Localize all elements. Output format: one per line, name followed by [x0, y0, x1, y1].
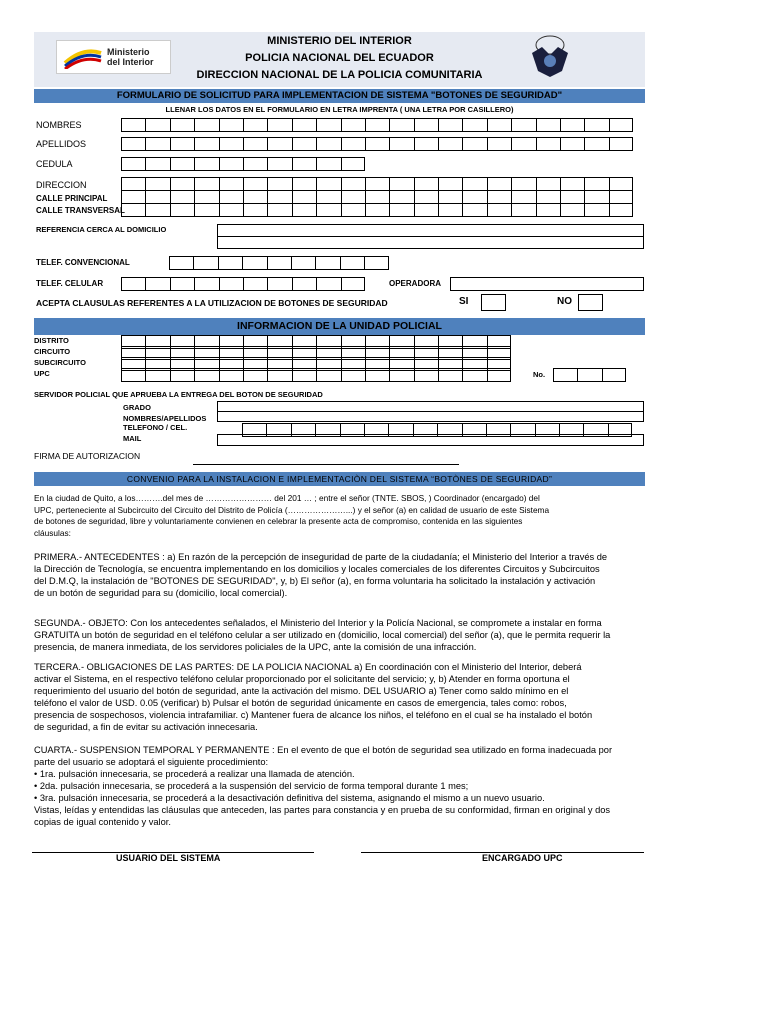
grid-cell[interactable] [267, 190, 291, 204]
calle-principal-label: CALLE PRINCIPAL [36, 194, 108, 203]
grid-cell[interactable] [267, 118, 291, 132]
grid-cell[interactable] [121, 203, 145, 217]
apellidos-label: APELLIDOS [36, 139, 87, 149]
servidor-title: SERVIDOR POLICIAL QUE APRUEBA LA ENTREGA DEL BOTON DE SEGURIDAD [34, 390, 323, 399]
primera-line: la Dirección de Tecnología, se encuentra implementando en los domicilios y locales comerciales de los diferentes Circuitos y Subcircuitos [34, 564, 600, 574]
mail-input[interactable] [217, 434, 644, 446]
grid-cell[interactable] [511, 190, 535, 204]
form-header [34, 32, 645, 87]
mail-label: MAIL [123, 434, 142, 443]
upc-label: UPC [34, 369, 50, 378]
direccion-label: DIRECCION [36, 180, 87, 190]
servidor-nombres-label: NOMBRES/APELLIDOS [123, 414, 207, 423]
grid-cell[interactable] [243, 137, 267, 151]
grid-cell[interactable] [341, 177, 365, 191]
circuito-label: CIRCUITO [34, 347, 71, 356]
grid-cell[interactable] [243, 157, 267, 171]
usuario-signature-label: USUARIO DEL SISTEMA [116, 853, 221, 863]
grid-cell[interactable] [577, 368, 601, 382]
grid-cell[interactable] [487, 203, 511, 217]
grid-cell[interactable] [584, 177, 608, 191]
firma-line [193, 464, 459, 465]
grid-cell[interactable] [169, 256, 193, 270]
grid-cell[interactable] [438, 177, 462, 191]
grid-cell[interactable] [364, 256, 388, 270]
cuarta-line: copias de igual contenido y valor. [34, 817, 171, 827]
distrito-label: DISTRITO [34, 336, 69, 345]
grid-cell[interactable] [194, 177, 218, 191]
segunda-line: SEGUNDA.- OBJETO: Con los antecedentes señalados, el Ministerio del Interior y la Policía Nacional, se compromete a instalar en forma [34, 618, 602, 628]
grid-cell[interactable] [194, 368, 218, 382]
grid-cell[interactable] [145, 203, 169, 217]
grid-cell[interactable] [170, 277, 194, 291]
unit-section-title: INFORMACION DE LA UNIDAD POLICIAL [34, 318, 645, 335]
grid-cell[interactable] [584, 137, 608, 151]
cedula-label: CEDULA [36, 159, 73, 169]
grid-cell[interactable] [341, 137, 365, 151]
grid-cell[interactable] [267, 177, 291, 191]
grid-cell[interactable] [414, 203, 438, 217]
primera-line: de un botón de seguridad para su (domicilio, local comercial). [34, 588, 288, 598]
grid-cell[interactable] [389, 177, 413, 191]
grid-cell[interactable] [316, 137, 340, 151]
grid-cell[interactable] [316, 368, 340, 382]
apellidos-grid[interactable] [121, 137, 633, 151]
upc-no-grid[interactable] [553, 368, 626, 382]
logo-text-line2: del Interior [107, 57, 154, 67]
grid-cell[interactable] [462, 190, 486, 204]
nombres-grid[interactable] [121, 118, 633, 132]
grid-cell[interactable] [511, 203, 535, 217]
grid-cell[interactable] [267, 137, 291, 151]
grid-cell[interactable] [267, 203, 291, 217]
grid-cell[interactable] [560, 177, 584, 191]
form-instruction: LLENAR LOS DATOS EN EL FORMULARIO EN LETRA IMPRENTA ( UNA LETRA POR CASILLERO) [165, 105, 514, 114]
grid-cell[interactable] [145, 190, 169, 204]
grid-cell[interactable] [341, 118, 365, 132]
grid-cell[interactable] [389, 203, 413, 217]
grid-cell[interactable] [438, 190, 462, 204]
grid-cell[interactable] [292, 137, 316, 151]
tercera-line: TERCERA.- OBLIGACIONES DE LAS PARTES: DE LA POLICIA NACIONAL a) En coordinación con el Ministerio del Interior, deberá [34, 662, 582, 672]
grid-cell[interactable] [584, 118, 608, 132]
grid-cell[interactable] [389, 190, 413, 204]
grid-cell[interactable] [341, 157, 365, 171]
grid-cell[interactable] [365, 203, 389, 217]
grid-cell[interactable] [438, 118, 462, 132]
intro-line: cláusulas: [34, 527, 71, 538]
grid-cell[interactable] [219, 137, 243, 151]
grid-cell[interactable] [243, 190, 267, 204]
si-checkbox[interactable] [481, 294, 506, 311]
telef-convencional-grid[interactable] [169, 256, 389, 270]
cuarta-line: • 2da. pulsación innecesaria, se procederá a la suspensión del servicio de forma temporal durante 1 mes; [34, 781, 469, 791]
grid-cell[interactable] [145, 368, 169, 382]
grid-cell[interactable] [145, 277, 169, 291]
grid-cell[interactable] [243, 203, 267, 217]
grid-cell[interactable] [365, 190, 389, 204]
grid-cell[interactable] [389, 118, 413, 132]
grid-cell[interactable] [365, 137, 389, 151]
grid-cell[interactable] [145, 137, 169, 151]
grid-cell[interactable] [536, 137, 560, 151]
servidor-nombres-input[interactable] [217, 411, 644, 422]
primera-line: PRIMERA.- ANTECEDENTES : a) En razón de la percepción de inseguridad de parte de la ciudadanía; el Ministerio del Interior a través de [34, 552, 608, 562]
servidor-telefono-label: TELEFONO / CEL. [123, 423, 188, 432]
nombres-label: NOMBRES [36, 120, 82, 130]
upc-no-label: No. [533, 370, 546, 379]
intro-line: de botones de seguridad, libre y voluntariamente convienen en celebrar la presente acta de compromiso, contenida en las siguientes [34, 516, 523, 526]
firma-label: FIRMA DE AUTORIZACION [34, 451, 141, 461]
grid-cell[interactable] [389, 137, 413, 151]
grid-cell[interactable] [511, 118, 535, 132]
cuarta-line: Vistas, leídas y entendidas las cláusulas que anteceden, las partes para constancia y en prueba de su conformidad, firman en original y dos [34, 805, 611, 815]
grid-cell[interactable] [292, 177, 316, 191]
grid-cell[interactable] [341, 368, 365, 382]
calle-transversal-label: CALLE TRANSVERSAL [36, 206, 125, 215]
operadora-label: OPERADORA [389, 279, 442, 288]
grid-cell[interactable] [584, 203, 608, 217]
grid-cell[interactable] [121, 277, 145, 291]
grid-cell[interactable] [219, 190, 243, 204]
grid-cell[interactable] [219, 368, 243, 382]
grid-cell[interactable] [316, 203, 340, 217]
grid-cell[interactable] [291, 256, 315, 270]
cuarta-line: parte del usuario se adoptará el siguiente procedimiento: [34, 757, 269, 767]
grid-cell[interactable] [316, 118, 340, 132]
grid-cell[interactable] [170, 203, 194, 217]
tercera-line: de seguridad, a fin de evitar su activación innecesaria. [34, 722, 258, 732]
grid-cell[interactable] [121, 190, 145, 204]
grid-cell[interactable] [292, 157, 316, 171]
tercera-line: activar el Sistema, en el respectivo teléfono celular proporcionado por el solicitante del servicio; y, b) Atender en forma oportuna el [34, 674, 570, 684]
grid-cell[interactable] [341, 203, 365, 217]
grid-cell[interactable] [560, 137, 584, 151]
grid-cell[interactable] [462, 137, 486, 151]
grid-cell[interactable] [267, 368, 291, 382]
grid-cell[interactable] [609, 137, 633, 151]
referencia-label: REFERENCIA CERCA AL DOMICILIO [36, 225, 167, 234]
grid-cell[interactable] [121, 137, 145, 151]
direccion-grid-3[interactable] [121, 203, 633, 217]
telef-celular-grid[interactable] [121, 277, 365, 291]
grid-cell[interactable] [194, 203, 218, 217]
grid-cell[interactable] [414, 368, 438, 382]
tercera-line: presencia de sospechosos, violencia intrafamiliar. c) Mantener fuera de alcance los niños, el teléfono en el cual se ha instalado el botón [34, 710, 593, 720]
grid-cell[interactable] [365, 177, 389, 191]
grid-cell[interactable] [170, 177, 194, 191]
no-label: NO [557, 296, 572, 307]
grid-cell[interactable] [438, 137, 462, 151]
grid-cell[interactable] [438, 203, 462, 217]
logo-text-line1: Ministerio [107, 47, 150, 57]
no-checkbox[interactable] [578, 294, 603, 311]
grid-cell[interactable] [292, 277, 316, 291]
grid-cell[interactable] [219, 277, 243, 291]
grid-cell[interactable] [365, 368, 389, 382]
grid-cell[interactable] [292, 203, 316, 217]
grid-cell[interactable] [121, 157, 145, 171]
grid-cell[interactable] [316, 157, 340, 171]
grid-cell[interactable] [609, 203, 633, 217]
grid-cell[interactable] [145, 177, 169, 191]
intro-paragraph [34, 493, 644, 539]
grid-cell[interactable] [487, 190, 511, 204]
grid-cell[interactable] [315, 256, 339, 270]
police-emblem-icon [528, 33, 573, 79]
grid-cell[interactable] [292, 118, 316, 132]
intro-line: UPC, perteneciente al Subcircuito del Circuito del Distrito de Policía (…………………...) y el señor (a) en calidad de usuario de este Sistema [34, 504, 550, 515]
si-label: SI [459, 296, 469, 307]
referencia-input-2[interactable] [217, 236, 644, 249]
grid-cell[interactable] [389, 368, 413, 382]
grid-cell[interactable] [194, 277, 218, 291]
grid-cell[interactable] [219, 118, 243, 132]
tercera-clause [34, 661, 644, 733]
grid-cell[interactable] [462, 368, 486, 382]
grid-cell[interactable] [536, 118, 560, 132]
grid-cell[interactable] [292, 190, 316, 204]
grid-cell[interactable] [193, 256, 217, 270]
segunda-line: presencia, de manera inmediata, de los servidores policiales de la UPC, ante la comisión de una infracción. [34, 642, 477, 652]
grid-cell[interactable] [414, 177, 438, 191]
grid-cell[interactable] [170, 118, 194, 132]
encargado-signature-label: ENCARGADO UPC [482, 853, 563, 863]
direccion-grid-1[interactable] [121, 177, 633, 191]
grid-cell[interactable] [602, 368, 626, 382]
grid-cell[interactable] [121, 118, 145, 132]
telef-celular-label: TELEF. CELULAR [36, 279, 104, 288]
grid-cell[interactable] [462, 177, 486, 191]
grid-cell[interactable] [218, 256, 242, 270]
cuarta-line: CUARTA.- SUSPENSION TEMPORAL Y PERMANENTE : En el evento de que el botón de seguridad sea utilizado en forma inadecuada por [34, 745, 613, 755]
grid-cell[interactable] [170, 137, 194, 151]
tercera-line: requerimiento del usuario del botón de seguridad, ante la activación del mismo. DEL USUARIO a) Tener como saldo mínimo en el [34, 686, 569, 696]
grid-cell[interactable] [194, 190, 218, 204]
grid-cell[interactable] [121, 177, 145, 191]
segunda-line: GRATUITA un botón de seguridad en el teléfono celular a ser utilizado en (domicilio, local comercial) del señor (a), que le permita requerir la [34, 630, 611, 640]
header-line-1: MINISTERIO DEL INTERIOR [267, 35, 412, 47]
primera-line: del D.M.Q, la instalación de "BOTONES DE SEGURIDAD", y, b) El señor (a), en forma voluntaria ha solicitado la instalación y activación [34, 576, 596, 586]
grid-cell[interactable] [316, 277, 340, 291]
grid-cell[interactable] [243, 368, 267, 382]
grid-cell[interactable] [121, 368, 145, 382]
grid-cell[interactable] [243, 118, 267, 132]
segunda-clause [34, 617, 644, 653]
direccion-grid-2[interactable] [121, 190, 633, 204]
grid-cell[interactable] [609, 118, 633, 132]
grid-cell[interactable] [194, 137, 218, 151]
grid-cell[interactable] [414, 118, 438, 132]
grid-cell[interactable] [609, 177, 633, 191]
grid-cell[interactable] [194, 157, 218, 171]
grid-cell[interactable] [242, 256, 266, 270]
grid-cell[interactable] [219, 203, 243, 217]
grid-cell[interactable] [536, 203, 560, 217]
header-line-2: POLICIA NACIONAL DEL ECUADOR [245, 52, 434, 64]
grid-cell[interactable] [267, 157, 291, 171]
grid-cell[interactable] [414, 190, 438, 204]
subcircuito-label: SUBCIRCUITO [34, 358, 86, 367]
grado-label: GRADO [123, 403, 151, 412]
grid-cell[interactable] [560, 190, 584, 204]
telef-convencional-label: TELEF. CONVENCIONAL [36, 258, 130, 267]
grid-cell[interactable] [341, 277, 365, 291]
grid-cell[interactable] [560, 118, 584, 132]
grid-cell[interactable] [219, 157, 243, 171]
grid-cell[interactable] [145, 118, 169, 132]
grid-cell[interactable] [536, 177, 560, 191]
grid-cell[interactable] [267, 256, 291, 270]
grid-cell[interactable] [170, 190, 194, 204]
grid-cell[interactable] [462, 118, 486, 132]
grid-cell[interactable] [316, 177, 340, 191]
tercera-line: teléfono el valor de USD. 0.05 (verificar) b) Pulsar el botón de seguridad únicamente en casos de emergencia, tales como: robos, [34, 698, 567, 708]
grid-cell[interactable] [511, 177, 535, 191]
grid-cell[interactable] [170, 157, 194, 171]
grid-cell[interactable] [243, 177, 267, 191]
form-title-bar: FORMULARIO DE SOLICITUD PARA IMPLEMENTACION DE SISTEMA "BOTONES DE SEGURIDAD" [34, 89, 645, 103]
grid-cell[interactable] [341, 190, 365, 204]
intro-line: En la ciudad de Quito, a los……….del mes de …………………… del 201 … ; entre el señor (TNTE. SBOS, ) Coordinador (encargado) del [34, 493, 540, 503]
grid-cell[interactable] [511, 137, 535, 151]
cuarta-line: • 1ra. pulsación innecesaria, se procederá a realizar una llamada de atención. [34, 769, 355, 779]
upc-grid[interactable] [121, 368, 511, 382]
grid-cell[interactable] [170, 368, 194, 382]
grid-cell[interactable] [487, 118, 511, 132]
cuarta-clause [34, 744, 644, 828]
grid-cell[interactable] [365, 118, 389, 132]
cedula-grid[interactable] [121, 157, 365, 171]
grid-cell[interactable] [536, 190, 560, 204]
grid-cell[interactable] [316, 190, 340, 204]
grid-cell[interactable] [560, 203, 584, 217]
grid-cell[interactable] [219, 177, 243, 191]
grid-cell[interactable] [267, 277, 291, 291]
convenio-title-bar: CONVENIO PARA LA INSTALACION E IMPLEMENTACIÒN DEL SISTEMA “BOTÒNES DE SEGURIDAD” [34, 472, 645, 486]
grid-cell[interactable] [462, 203, 486, 217]
grid-cell[interactable] [438, 368, 462, 382]
primera-clause [34, 551, 644, 599]
cuarta-line: • 3ra. pulsación innecesaria, se procederá a la desactivación definitiva del sistema, asignando el mismo a un nuevo usuario. [34, 793, 545, 803]
acepta-label: ACEPTA CLAUSULAS REFERENTES A LA UTILIZACION DE BOTONES DE SEGURIDAD [36, 298, 388, 308]
grid-cell[interactable] [487, 137, 511, 151]
grid-cell[interactable] [584, 190, 608, 204]
operadora-input[interactable] [450, 277, 644, 291]
grid-cell[interactable] [145, 157, 169, 171]
grid-cell[interactable] [487, 368, 511, 382]
grid-cell[interactable] [553, 368, 577, 382]
grid-cell[interactable] [243, 277, 267, 291]
grid-cell[interactable] [292, 368, 316, 382]
grid-cell[interactable] [487, 177, 511, 191]
grid-cell[interactable] [609, 190, 633, 204]
grid-cell[interactable] [340, 256, 364, 270]
grid-cell[interactable] [194, 118, 218, 132]
grid-cell[interactable] [414, 137, 438, 151]
header-line-3: DIRECCION NACIONAL DE LA POLICIA COMUNITARIA [196, 69, 483, 81]
